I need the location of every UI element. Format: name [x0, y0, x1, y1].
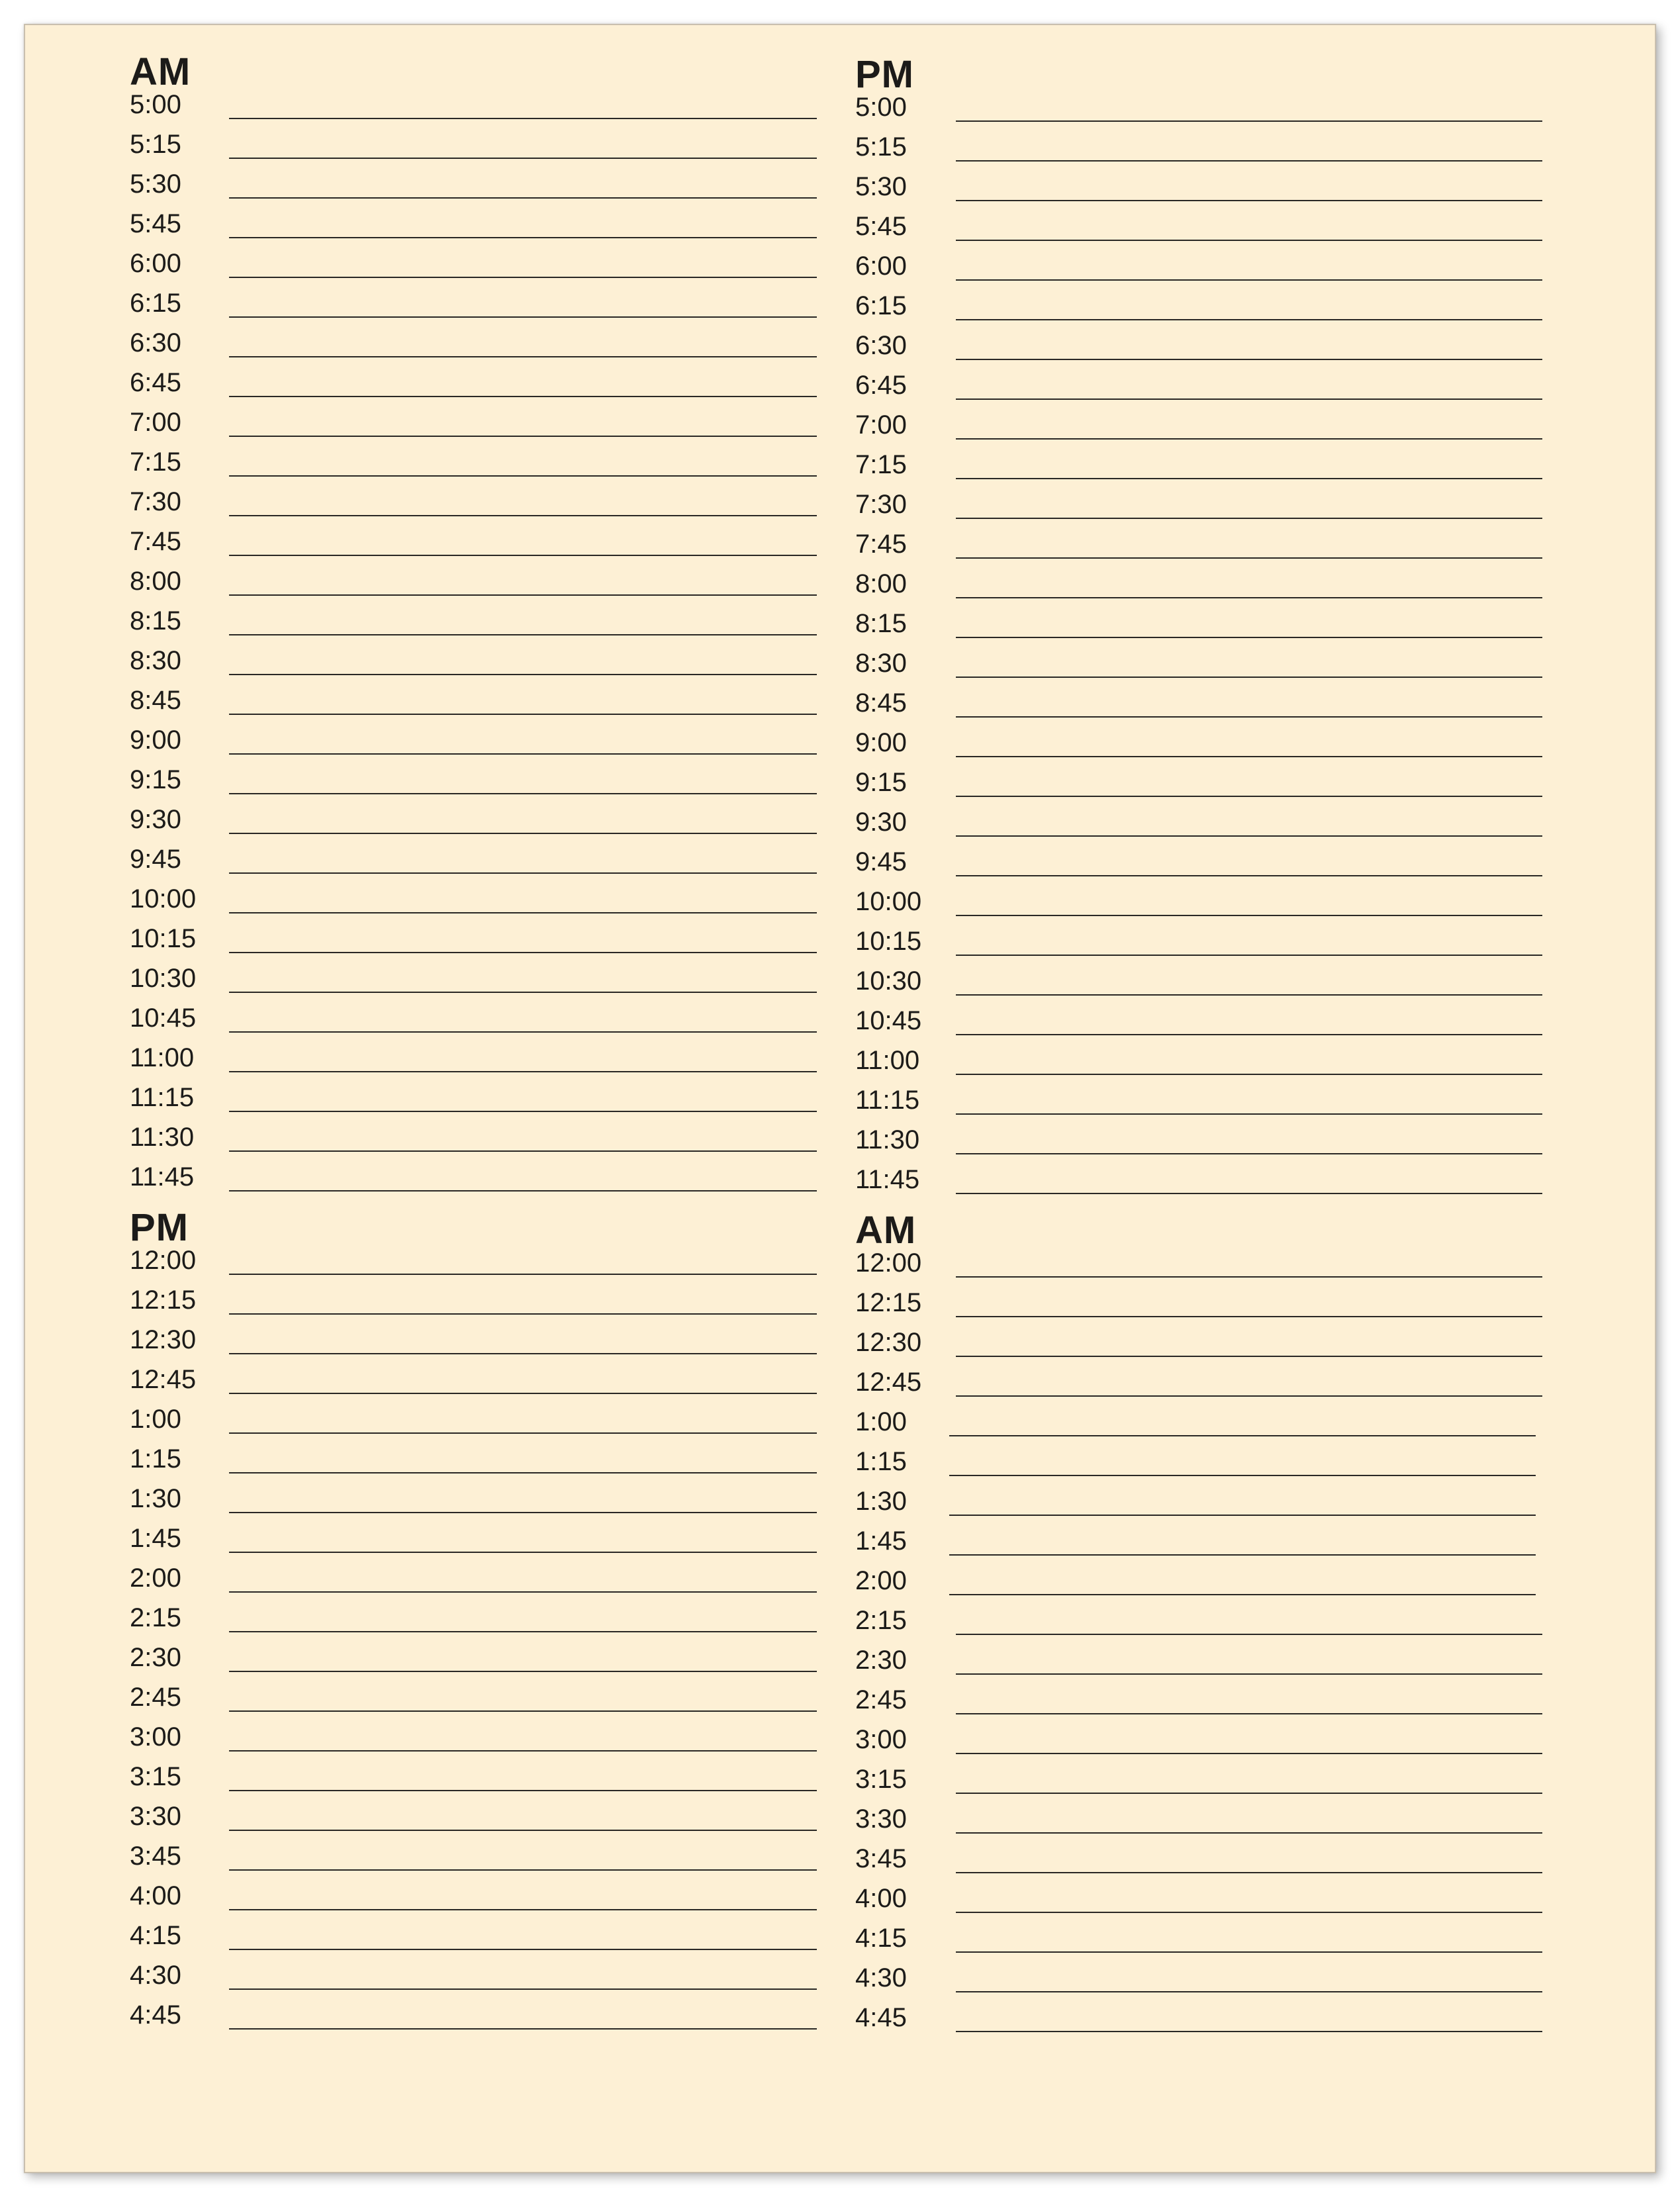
time-slot-label: 9:00 — [855, 728, 907, 757]
writing-line[interactable] — [956, 1113, 1542, 1115]
time-slot-row — [855, 291, 1583, 320]
time-slot-row — [130, 1526, 858, 1553]
writing-line[interactable] — [956, 796, 1542, 797]
time-slot-label: 5:15 — [855, 132, 907, 162]
time-slot-row — [855, 1648, 1583, 1675]
writing-line[interactable] — [956, 557, 1542, 559]
time-slot-label: 7:15 — [130, 447, 181, 477]
time-slot-row — [855, 1844, 1583, 1873]
time-slot-row — [130, 725, 858, 755]
time-slot-row — [855, 331, 1583, 360]
time-slot-row — [855, 1046, 1583, 1075]
time-slot-label: 10:45 — [130, 1004, 197, 1033]
time-slot-row — [855, 651, 1583, 678]
writing-line[interactable] — [229, 555, 817, 556]
writing-line[interactable] — [956, 1951, 1542, 1953]
time-slot-row — [855, 1288, 1583, 1317]
time-slot-row — [130, 1248, 858, 1275]
time-slot-label: 4:45 — [130, 2000, 181, 2030]
time-slot-row — [130, 606, 858, 635]
time-slot-label: 5:45 — [130, 209, 181, 238]
writing-line[interactable] — [956, 637, 1542, 638]
writing-line[interactable] — [229, 436, 817, 437]
writing-line[interactable] — [956, 1193, 1542, 1194]
writing-line[interactable] — [956, 677, 1542, 678]
time-slot-row — [130, 805, 858, 834]
time-slot-row — [855, 1963, 1583, 1992]
time-slot-row — [855, 532, 1583, 559]
writing-line[interactable] — [229, 1552, 817, 1553]
time-slot-label: 9:45 — [130, 845, 181, 874]
time-slot-row — [855, 569, 1583, 598]
time-slot-label: 7:45 — [130, 527, 181, 556]
time-slot-row — [855, 728, 1583, 757]
writing-line[interactable] — [229, 833, 817, 834]
time-slot-row — [855, 95, 1583, 122]
time-slot-label: 8:00 — [130, 567, 181, 596]
writing-line[interactable] — [229, 515, 817, 516]
time-slot-row — [130, 328, 858, 357]
time-slot-row — [130, 1963, 858, 1990]
writing-line[interactable] — [229, 1750, 817, 1752]
time-slot-row — [855, 688, 1583, 718]
writing-line[interactable] — [229, 1274, 817, 1275]
time-slot-label: 2:15 — [855, 1606, 907, 1635]
time-slot-label: 7:45 — [855, 530, 907, 559]
time-slot-row — [855, 1725, 1583, 1754]
time-slot-row — [855, 1489, 1583, 1516]
writing-line[interactable] — [956, 398, 1542, 400]
writing-line[interactable] — [956, 438, 1542, 440]
writing-line[interactable] — [956, 1074, 1542, 1075]
time-slot-row — [855, 450, 1583, 479]
writing-line[interactable] — [229, 396, 817, 397]
time-slot-label: 12:15 — [855, 1288, 922, 1317]
writing-line[interactable] — [229, 1949, 817, 1950]
writing-line[interactable] — [229, 753, 817, 755]
writing-line[interactable] — [956, 716, 1542, 718]
time-slot-row — [130, 1444, 858, 1473]
time-slot-row — [130, 884, 858, 913]
time-slot-label: 5:15 — [130, 130, 181, 159]
time-slot-row — [130, 132, 858, 159]
writing-line[interactable] — [956, 1153, 1542, 1154]
time-slot-label: 2:00 — [855, 1566, 907, 1595]
time-slot-label: 12:15 — [130, 1285, 197, 1315]
time-slot-label: 1:30 — [855, 1487, 907, 1516]
time-slot-row — [855, 1088, 1583, 1115]
writing-line[interactable] — [956, 1276, 1542, 1278]
time-slot-label: 2:45 — [130, 1683, 181, 1712]
writing-line[interactable] — [956, 915, 1542, 916]
time-slot-row — [130, 249, 858, 278]
writing-line[interactable] — [949, 1475, 1536, 1476]
time-slot-label: 6:00 — [855, 252, 907, 281]
time-slot-row — [130, 1285, 858, 1315]
time-slot-label: 8:00 — [855, 569, 907, 598]
time-slot-label: 8:45 — [130, 686, 181, 715]
time-slot-row — [130, 924, 858, 953]
time-slot-row — [855, 1370, 1583, 1397]
writing-line[interactable] — [229, 872, 817, 874]
writing-line[interactable] — [229, 1111, 817, 1112]
time-slot-label: 11:15 — [130, 1083, 195, 1112]
time-slot-label: 1:00 — [130, 1405, 181, 1434]
time-slot-row — [855, 887, 1583, 916]
time-slot-row — [130, 209, 858, 238]
writing-line[interactable] — [229, 1909, 817, 1910]
time-slot-row — [855, 1006, 1583, 1035]
writing-line[interactable] — [229, 634, 817, 635]
time-slot-label: 8:30 — [855, 649, 907, 678]
time-slot-label: 3:30 — [130, 1802, 181, 1831]
writing-line[interactable] — [229, 1512, 817, 1513]
writing-line[interactable] — [229, 1313, 817, 1315]
time-slot-row — [855, 254, 1583, 281]
time-slot-row — [855, 1526, 1583, 1556]
writing-line[interactable] — [956, 200, 1542, 201]
time-slot-row — [855, 1804, 1583, 1834]
period-heading: AM — [855, 1209, 917, 1252]
time-slot-label: 6:45 — [130, 368, 181, 397]
time-slot-row — [130, 1043, 858, 1072]
writing-line[interactable] — [956, 478, 1542, 479]
time-slot-row — [130, 1325, 858, 1354]
time-slot-row — [855, 810, 1583, 837]
time-slot-row — [855, 172, 1583, 201]
time-slot-row — [130, 966, 858, 993]
time-slot-label: 10:45 — [855, 1006, 922, 1035]
writing-line[interactable] — [229, 952, 817, 953]
writing-line[interactable] — [956, 120, 1542, 122]
writing-line[interactable] — [229, 1150, 817, 1152]
time-slot-row — [855, 492, 1583, 519]
time-slot-label: 4:00 — [130, 1881, 181, 1910]
writing-line[interactable] — [956, 160, 1542, 162]
time-slot-label: 4:30 — [855, 1963, 907, 1992]
time-slot-label: 6:45 — [855, 371, 907, 400]
time-slot-label: 11:00 — [130, 1043, 195, 1072]
writing-line[interactable] — [229, 197, 817, 199]
writing-line[interactable] — [229, 158, 817, 159]
writing-line[interactable] — [956, 1991, 1542, 1992]
time-slot-label: 2:00 — [130, 1564, 181, 1593]
writing-line[interactable] — [229, 1591, 817, 1593]
time-slot-row — [130, 1643, 858, 1672]
writing-line[interactable] — [956, 1713, 1542, 1714]
time-slot-label: 2:30 — [855, 1646, 907, 1675]
time-slot-label: 11:15 — [855, 1086, 920, 1115]
time-slot-row — [130, 646, 858, 675]
time-slot-label: 10:15 — [130, 924, 197, 953]
writing-line[interactable] — [229, 1190, 817, 1192]
time-slot-label: 4:45 — [855, 2003, 907, 2032]
period-heading: AM — [130, 50, 191, 93]
time-slot-row — [130, 1881, 858, 1910]
writing-line[interactable] — [956, 955, 1542, 956]
time-slot-label: 2:30 — [130, 1643, 181, 1672]
writing-line[interactable] — [956, 1316, 1542, 1317]
time-slot-label: 9:00 — [130, 725, 181, 755]
writing-line[interactable] — [229, 356, 817, 357]
time-slot-label: 6:15 — [855, 291, 907, 320]
time-slot-row — [130, 410, 858, 437]
time-slot-row — [130, 1921, 858, 1950]
time-slot-label: 9:30 — [130, 805, 181, 834]
writing-line[interactable] — [229, 1031, 817, 1033]
time-slot-row — [130, 1083, 858, 1112]
time-slot-label: 10:30 — [130, 964, 197, 993]
time-slot-row — [130, 1844, 858, 1871]
time-slot-row — [130, 1006, 858, 1033]
writing-line[interactable] — [949, 1554, 1536, 1556]
writing-line[interactable] — [229, 1988, 817, 1990]
time-slot-row — [855, 609, 1583, 638]
time-slot-row — [855, 768, 1583, 797]
time-slot-label: 8:45 — [855, 688, 907, 718]
writing-line[interactable] — [229, 475, 817, 477]
time-slot-row — [855, 1926, 1583, 1953]
time-slot-row — [130, 1125, 858, 1152]
planner-sheet — [24, 24, 1656, 2173]
writing-line[interactable] — [956, 240, 1542, 241]
time-slot-row — [130, 368, 858, 397]
time-slot-row — [855, 1407, 1583, 1436]
time-slot-row — [855, 929, 1583, 956]
time-slot-row — [130, 1762, 858, 1791]
writing-line[interactable] — [956, 1872, 1542, 1873]
writing-line[interactable] — [229, 992, 817, 993]
time-slot-row — [130, 1804, 858, 1831]
time-slot-label: 9:30 — [855, 808, 907, 837]
time-slot-label: 5:30 — [130, 169, 181, 199]
writing-line[interactable] — [956, 1753, 1542, 1754]
time-slot-label: 8:15 — [130, 606, 181, 635]
writing-line[interactable] — [956, 359, 1542, 360]
writing-line[interactable] — [229, 1671, 817, 1672]
time-slot-row — [855, 2003, 1583, 2032]
time-slot-row — [130, 90, 858, 119]
time-slot-label: 5:00 — [130, 90, 181, 119]
time-slot-label: 9:45 — [855, 847, 907, 876]
time-slot-label: 3:45 — [130, 1842, 181, 1871]
writing-line[interactable] — [229, 674, 817, 675]
writing-line[interactable] — [229, 1710, 817, 1712]
writing-line[interactable] — [229, 1472, 817, 1473]
writing-line[interactable] — [956, 2031, 1542, 2032]
writing-line[interactable] — [229, 714, 817, 715]
time-slot-label: 7:15 — [855, 450, 907, 479]
writing-line[interactable] — [949, 1435, 1536, 1436]
time-slot-row — [855, 373, 1583, 400]
time-slot-label: 3:15 — [130, 1762, 181, 1791]
writing-line[interactable] — [956, 835, 1542, 837]
time-slot-label: 10:00 — [130, 884, 197, 913]
writing-line[interactable] — [229, 1071, 817, 1072]
writing-line[interactable] — [229, 1869, 817, 1871]
time-slot-row — [130, 1365, 858, 1394]
time-slot-label: 2:45 — [855, 1685, 907, 1714]
time-slot-label: 4:15 — [130, 1921, 181, 1950]
writing-line[interactable] — [229, 118, 817, 119]
time-slot-label: 11:45 — [855, 1165, 920, 1194]
time-slot-label: 7:00 — [855, 410, 907, 440]
time-slot-label: 7:30 — [130, 487, 181, 516]
time-slot-label: 4:00 — [855, 1884, 907, 1913]
time-slot-row — [855, 1884, 1583, 1913]
time-slot-label: 12:45 — [855, 1368, 922, 1397]
time-slot-row — [855, 1328, 1583, 1357]
writing-line[interactable] — [956, 875, 1542, 876]
time-slot-label: 6:15 — [130, 289, 181, 318]
writing-line[interactable] — [956, 1356, 1542, 1357]
time-slot-row — [855, 132, 1583, 162]
time-slot-label: 10:15 — [855, 927, 922, 956]
time-slot-label: 5:30 — [855, 172, 907, 201]
time-slot-label: 3:15 — [855, 1765, 907, 1794]
writing-line[interactable] — [229, 594, 817, 596]
writing-line[interactable] — [229, 1432, 817, 1434]
time-slot-row — [130, 1484, 858, 1513]
time-slot-row — [130, 1603, 858, 1632]
time-slot-row — [130, 169, 858, 199]
writing-line[interactable] — [956, 279, 1542, 281]
writing-line[interactable] — [956, 1673, 1542, 1675]
time-slot-row — [855, 1606, 1583, 1635]
time-slot-row — [130, 447, 858, 477]
time-slot-row — [855, 214, 1583, 241]
time-slot-label: 12:30 — [130, 1325, 197, 1354]
time-slot-row — [130, 1685, 858, 1712]
writing-line[interactable] — [229, 277, 817, 278]
time-slot-row — [130, 527, 858, 556]
time-slot-label: 2:15 — [130, 1603, 181, 1632]
time-slot-row — [855, 966, 1583, 996]
time-slot-row — [130, 291, 858, 318]
writing-line[interactable] — [229, 912, 817, 913]
writing-line[interactable] — [956, 1395, 1542, 1397]
writing-line[interactable] — [229, 2028, 817, 2030]
writing-line[interactable] — [956, 1832, 1542, 1834]
time-slot-label: 1:00 — [855, 1407, 907, 1436]
time-slot-row — [130, 688, 858, 715]
time-slot-label: 6:30 — [855, 331, 907, 360]
time-slot-label: 3:30 — [855, 1804, 907, 1834]
time-slot-label: 11:30 — [855, 1125, 920, 1154]
time-slot-label: 12:30 — [855, 1328, 922, 1357]
time-slot-label: 12:00 — [855, 1248, 922, 1278]
time-slot-row — [855, 1566, 1583, 1595]
writing-line[interactable] — [229, 1393, 817, 1394]
time-slot-label: 8:15 — [855, 609, 907, 638]
time-slot-label: 6:00 — [130, 249, 181, 278]
time-slot-row — [130, 765, 858, 794]
time-slot-label: 3:00 — [855, 1725, 907, 1754]
time-slot-label: 1:30 — [130, 1484, 181, 1513]
time-slot-row — [855, 1767, 1583, 1794]
time-slot-label: 1:45 — [855, 1526, 907, 1556]
writing-line[interactable] — [229, 1353, 817, 1354]
writing-line[interactable] — [956, 319, 1542, 320]
time-slot-label: 11:45 — [130, 1162, 195, 1192]
writing-line[interactable] — [229, 1830, 817, 1831]
time-slot-label: 10:30 — [855, 966, 922, 996]
time-slot-label: 9:15 — [855, 768, 907, 797]
period-heading: PM — [130, 1206, 189, 1249]
time-slot-row — [130, 1162, 858, 1192]
time-slot-row — [130, 2000, 858, 2030]
time-slot-label: 12:00 — [130, 1246, 197, 1275]
writing-line[interactable] — [956, 518, 1542, 519]
writing-line[interactable] — [229, 1790, 817, 1791]
writing-line[interactable] — [956, 1793, 1542, 1794]
time-slot-label: 3:45 — [855, 1844, 907, 1873]
time-slot-row — [855, 1685, 1583, 1714]
period-heading: PM — [855, 53, 914, 96]
time-slot-label: 4:15 — [855, 1924, 907, 1953]
time-slot-row — [130, 1566, 858, 1593]
time-slot-row — [130, 1722, 858, 1752]
writing-line[interactable] — [956, 1034, 1542, 1035]
writing-line[interactable] — [949, 1594, 1536, 1595]
writing-line[interactable] — [956, 756, 1542, 757]
writing-line[interactable] — [229, 237, 817, 238]
time-slot-label: 1:15 — [130, 1444, 181, 1473]
writing-line[interactable] — [229, 1631, 817, 1632]
time-slot-label: 11:30 — [130, 1123, 195, 1152]
time-slot-row — [130, 1407, 858, 1434]
time-slot-label: 3:00 — [130, 1722, 181, 1752]
time-slot-row — [130, 569, 858, 596]
time-slot-label: 7:30 — [855, 490, 907, 519]
writing-line[interactable] — [229, 793, 817, 794]
time-slot-row — [130, 847, 858, 874]
time-slot-row — [855, 847, 1583, 876]
time-slot-label: 5:45 — [855, 212, 907, 241]
time-slot-label: 6:30 — [130, 328, 181, 357]
time-slot-label: 8:30 — [130, 646, 181, 675]
time-slot-row — [855, 410, 1583, 440]
time-slot-label: 1:45 — [130, 1524, 181, 1553]
time-slot-row — [855, 1125, 1583, 1154]
time-slot-label: 4:30 — [130, 1961, 181, 1990]
time-slot-row — [855, 1248, 1583, 1278]
writing-line[interactable] — [949, 1515, 1536, 1516]
writing-line[interactable] — [229, 316, 817, 318]
time-slot-label: 9:15 — [130, 765, 181, 794]
time-slot-label: 10:00 — [855, 887, 922, 916]
time-slot-label: 1:15 — [855, 1447, 907, 1476]
time-slot-row — [855, 1165, 1583, 1194]
time-slot-label: 12:45 — [130, 1365, 197, 1394]
time-slot-row — [130, 487, 858, 516]
time-slot-label: 11:00 — [855, 1046, 920, 1075]
time-slot-label: 5:00 — [855, 93, 907, 122]
writing-line[interactable] — [956, 597, 1542, 598]
writing-line[interactable] — [956, 1912, 1542, 1913]
writing-line[interactable] — [956, 994, 1542, 996]
writing-line[interactable] — [956, 1634, 1542, 1635]
time-slot-label: 7:00 — [130, 408, 181, 437]
time-slot-row — [855, 1447, 1583, 1476]
